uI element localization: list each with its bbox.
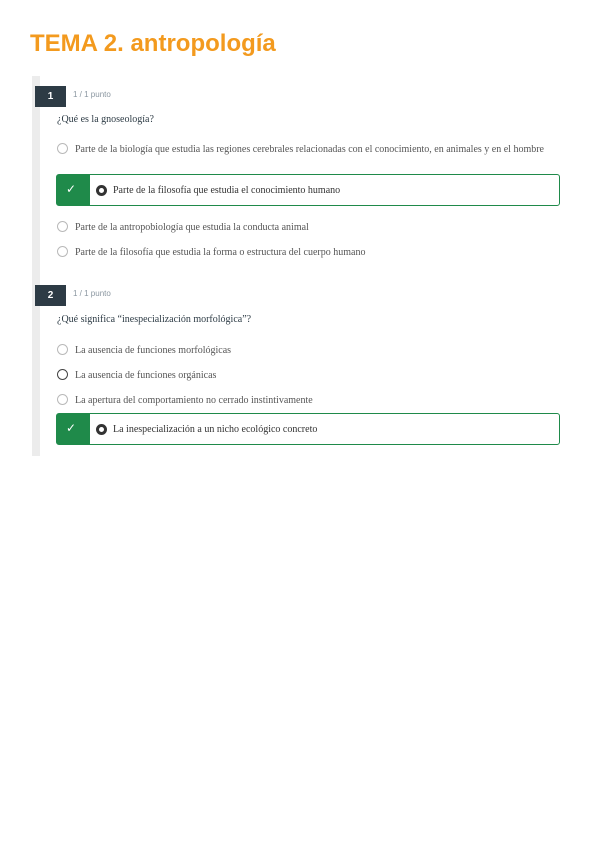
question-points: 1 / 1 punto — [73, 90, 111, 99]
answer-text: Parte de la biología que estudia las regiones cerebrales relacionadas con el conocimiento, en animales y en el hombre — [75, 144, 544, 155]
radio-button[interactable] — [57, 246, 68, 257]
radio-button[interactable] — [57, 344, 68, 355]
radio-button[interactable] — [57, 143, 68, 154]
answer-text: Parte de la filosofía que estudia el conocimiento humano — [113, 185, 341, 196]
question-2 — [32, 285, 564, 435]
answer-text: Parte de la filosofía que estudia la forma o estructura del cuerpo humano — [75, 247, 366, 258]
answer-text: La apertura del comportamiento no cerrado instintivamente — [75, 395, 313, 406]
answer-text: La ausencia de funciones orgánicas — [75, 370, 217, 381]
question-header — [32, 86, 564, 108]
question-text: ¿Qué significa “inespecialización morfológica”? — [57, 314, 252, 325]
check-icon: ✓ — [66, 182, 77, 196]
question-1 — [32, 86, 564, 258]
answer-option[interactable] — [57, 369, 560, 383]
radio-button-selected[interactable] — [96, 185, 107, 196]
question-number: 2 — [35, 285, 66, 306]
page-title: TEMA 2. antropología — [30, 30, 276, 57]
correct-indicator — [57, 175, 90, 205]
radio-button-selected[interactable] — [96, 424, 107, 435]
question-rail — [32, 76, 40, 456]
question-text: ¿Qué es la gnoseología? — [57, 114, 154, 125]
answer-option[interactable] — [57, 394, 560, 408]
answer-text: La inespecialización a un nicho ecológico concreto — [113, 424, 318, 435]
correct-indicator — [57, 414, 90, 444]
answer-text: La ausencia de funciones morfológicas — [75, 345, 232, 356]
radio-button[interactable] — [57, 394, 68, 405]
quiz-results — [32, 76, 564, 456]
radio-button[interactable] — [57, 221, 68, 232]
answer-option-correct[interactable] — [56, 413, 560, 445]
answer-text: Parte de la antropobiología que estudia la conducta animal — [75, 222, 309, 233]
check-icon: ✓ — [66, 421, 77, 435]
question-header — [32, 285, 564, 307]
answer-option[interactable] — [57, 221, 560, 235]
radio-button[interactable] — [57, 369, 68, 380]
question-points: 1 / 1 punto — [73, 289, 111, 298]
question-number: 1 — [35, 86, 66, 107]
answer-option[interactable] — [57, 143, 560, 171]
answer-option[interactable] — [57, 344, 560, 358]
answer-option[interactable] — [57, 246, 560, 260]
answer-option-correct[interactable] — [56, 174, 560, 206]
